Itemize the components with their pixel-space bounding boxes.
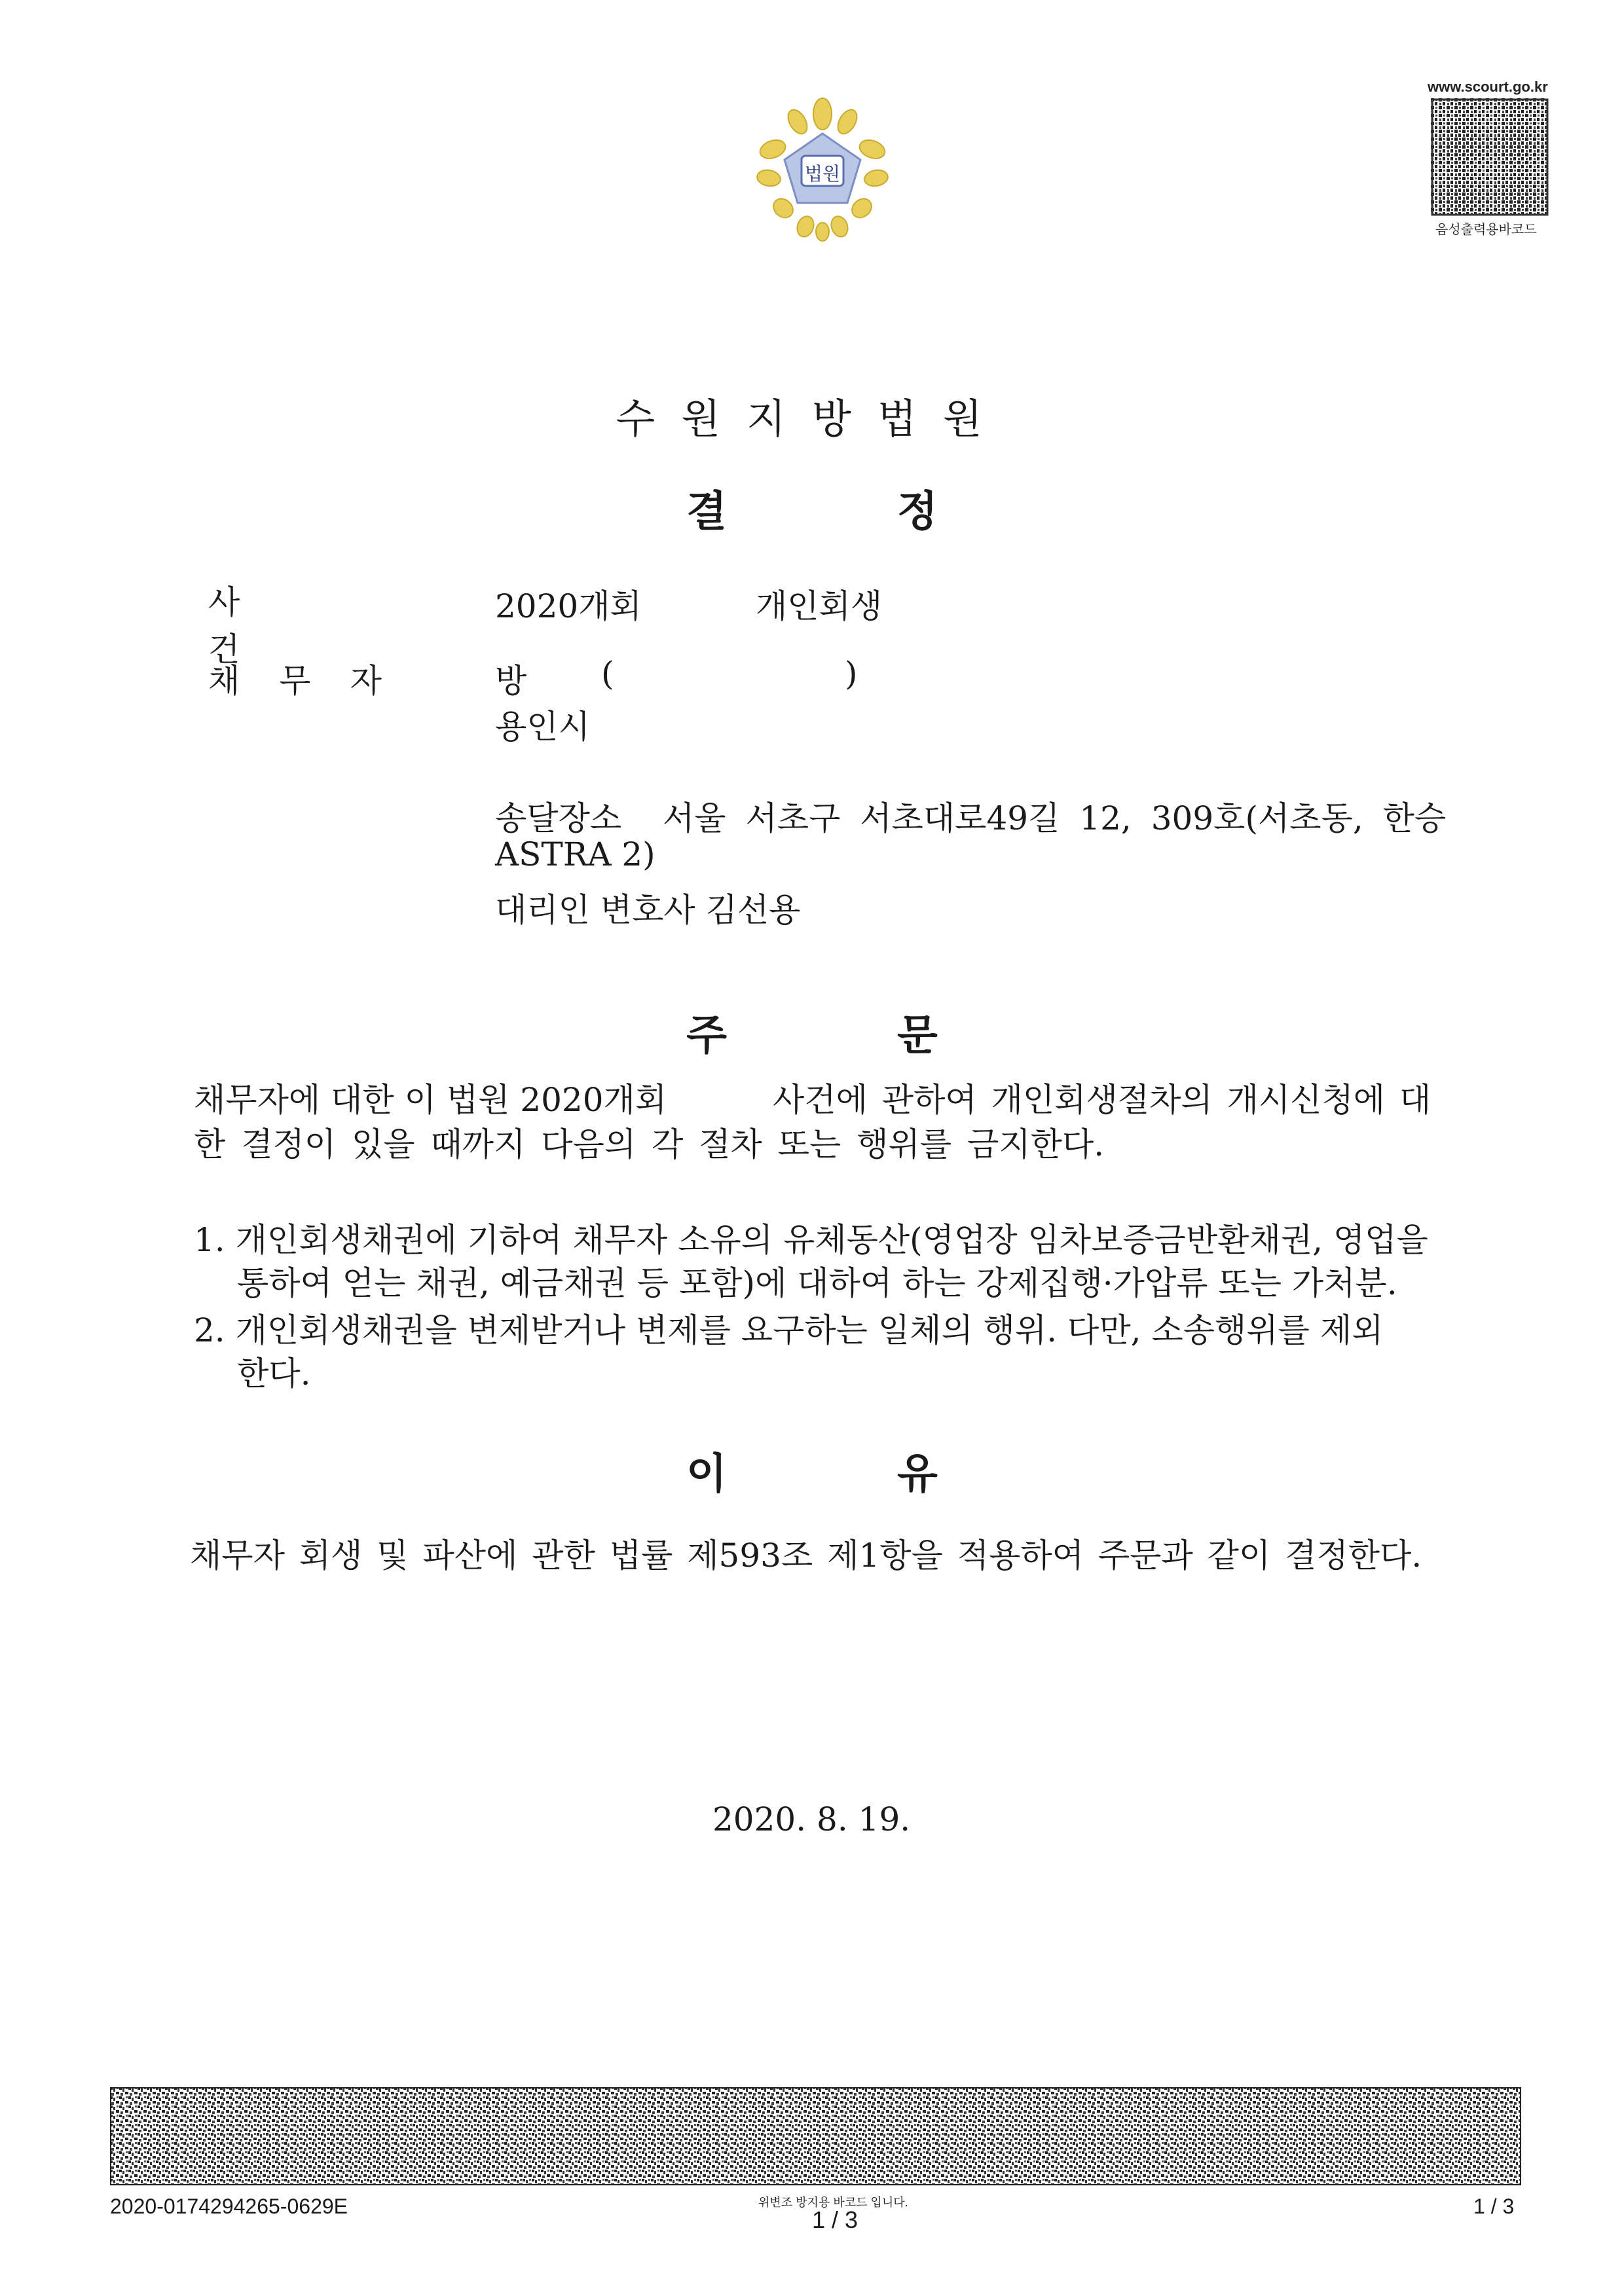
service-address-line-2: ASTRA 2) <box>495 835 655 873</box>
page-number-right: 1 / 3 <box>1473 2195 1515 2218</box>
qr-code <box>1431 98 1549 216</box>
debtor-paren-open: ( <box>601 655 614 693</box>
order-title: 주문 <box>686 1011 1108 1060</box>
decision-date: 2020. 8. 19. <box>712 1800 911 1838</box>
debtor-label <box>208 655 421 702</box>
seal-text: 법원 <box>804 163 841 185</box>
order-item-1-line-2: 통하여 얻는 채권, 예금채권 등 포함)에 대하여 하는 강제집행·가압류 또는 가처분. <box>237 1264 1397 1302</box>
order-item-1-line-1: 1. 개인회생채권에 기하여 채무자 소유의 유체동산(영업장 임차보증금반환채권, 영업을 <box>194 1221 1428 1259</box>
debtor-label-text: 채무자 <box>208 662 421 700</box>
service-label: 송달장소 <box>495 799 622 837</box>
order-intro-line-1a: 채무자에 대한 이 법원 2020개회 <box>194 1081 667 1119</box>
court-name: 수원지방법원 <box>616 395 1008 443</box>
service-address-line-1: 서울 서초구 서초대로49길 12, 309호(서초동, 한승 <box>663 799 1447 837</box>
reason-text: 채무자 회생 및 파산에 관한 법률 제593조 제1항을 적용하여 주문과 같이 결정한다. <box>190 1537 1422 1575</box>
case-label-text: 사건 <box>208 583 319 668</box>
debtor-address: 용인시 <box>495 708 590 746</box>
order-intro-line-1b: 사건에 관하여 개인회생절차의 개시신청에 대 <box>773 1081 1431 1119</box>
reason-title: 이유 <box>686 1450 1108 1499</box>
website-url: www.scourt.go.kr <box>1428 79 1548 95</box>
debtor-name: 방 <box>495 662 527 700</box>
decision-title: 결정 <box>686 488 1108 536</box>
case-number: 2020개회 <box>495 587 642 625</box>
forgery-prevention-barcode <box>110 2087 1521 2185</box>
agent-attorney: 대리인 변호사 김선용 <box>495 891 801 929</box>
document-number: 2020-0174294265-0629E <box>110 2195 348 2218</box>
order-item-2-line-2: 한다. <box>237 1355 311 1393</box>
forgery-note: 위변조 방지용 바코드 입니다. <box>758 2196 908 2209</box>
page-number-center: 1 / 3 <box>812 2206 858 2233</box>
order-intro-line-2: 한 결정이 있을 때까지 다음의 각 절차 또는 행위를 금지한다. <box>194 1125 1105 1163</box>
debtor-paren-close: ) <box>845 655 858 693</box>
order-item-2-line-1: 2. 개인회생채권을 변제받거나 변제를 요구하는 일체의 행위. 다만, 소송행위를 제외 <box>194 1311 1384 1349</box>
qr-code-label: 음성출력용바코드 <box>1435 223 1537 237</box>
case-type: 개인회생 <box>756 587 883 625</box>
